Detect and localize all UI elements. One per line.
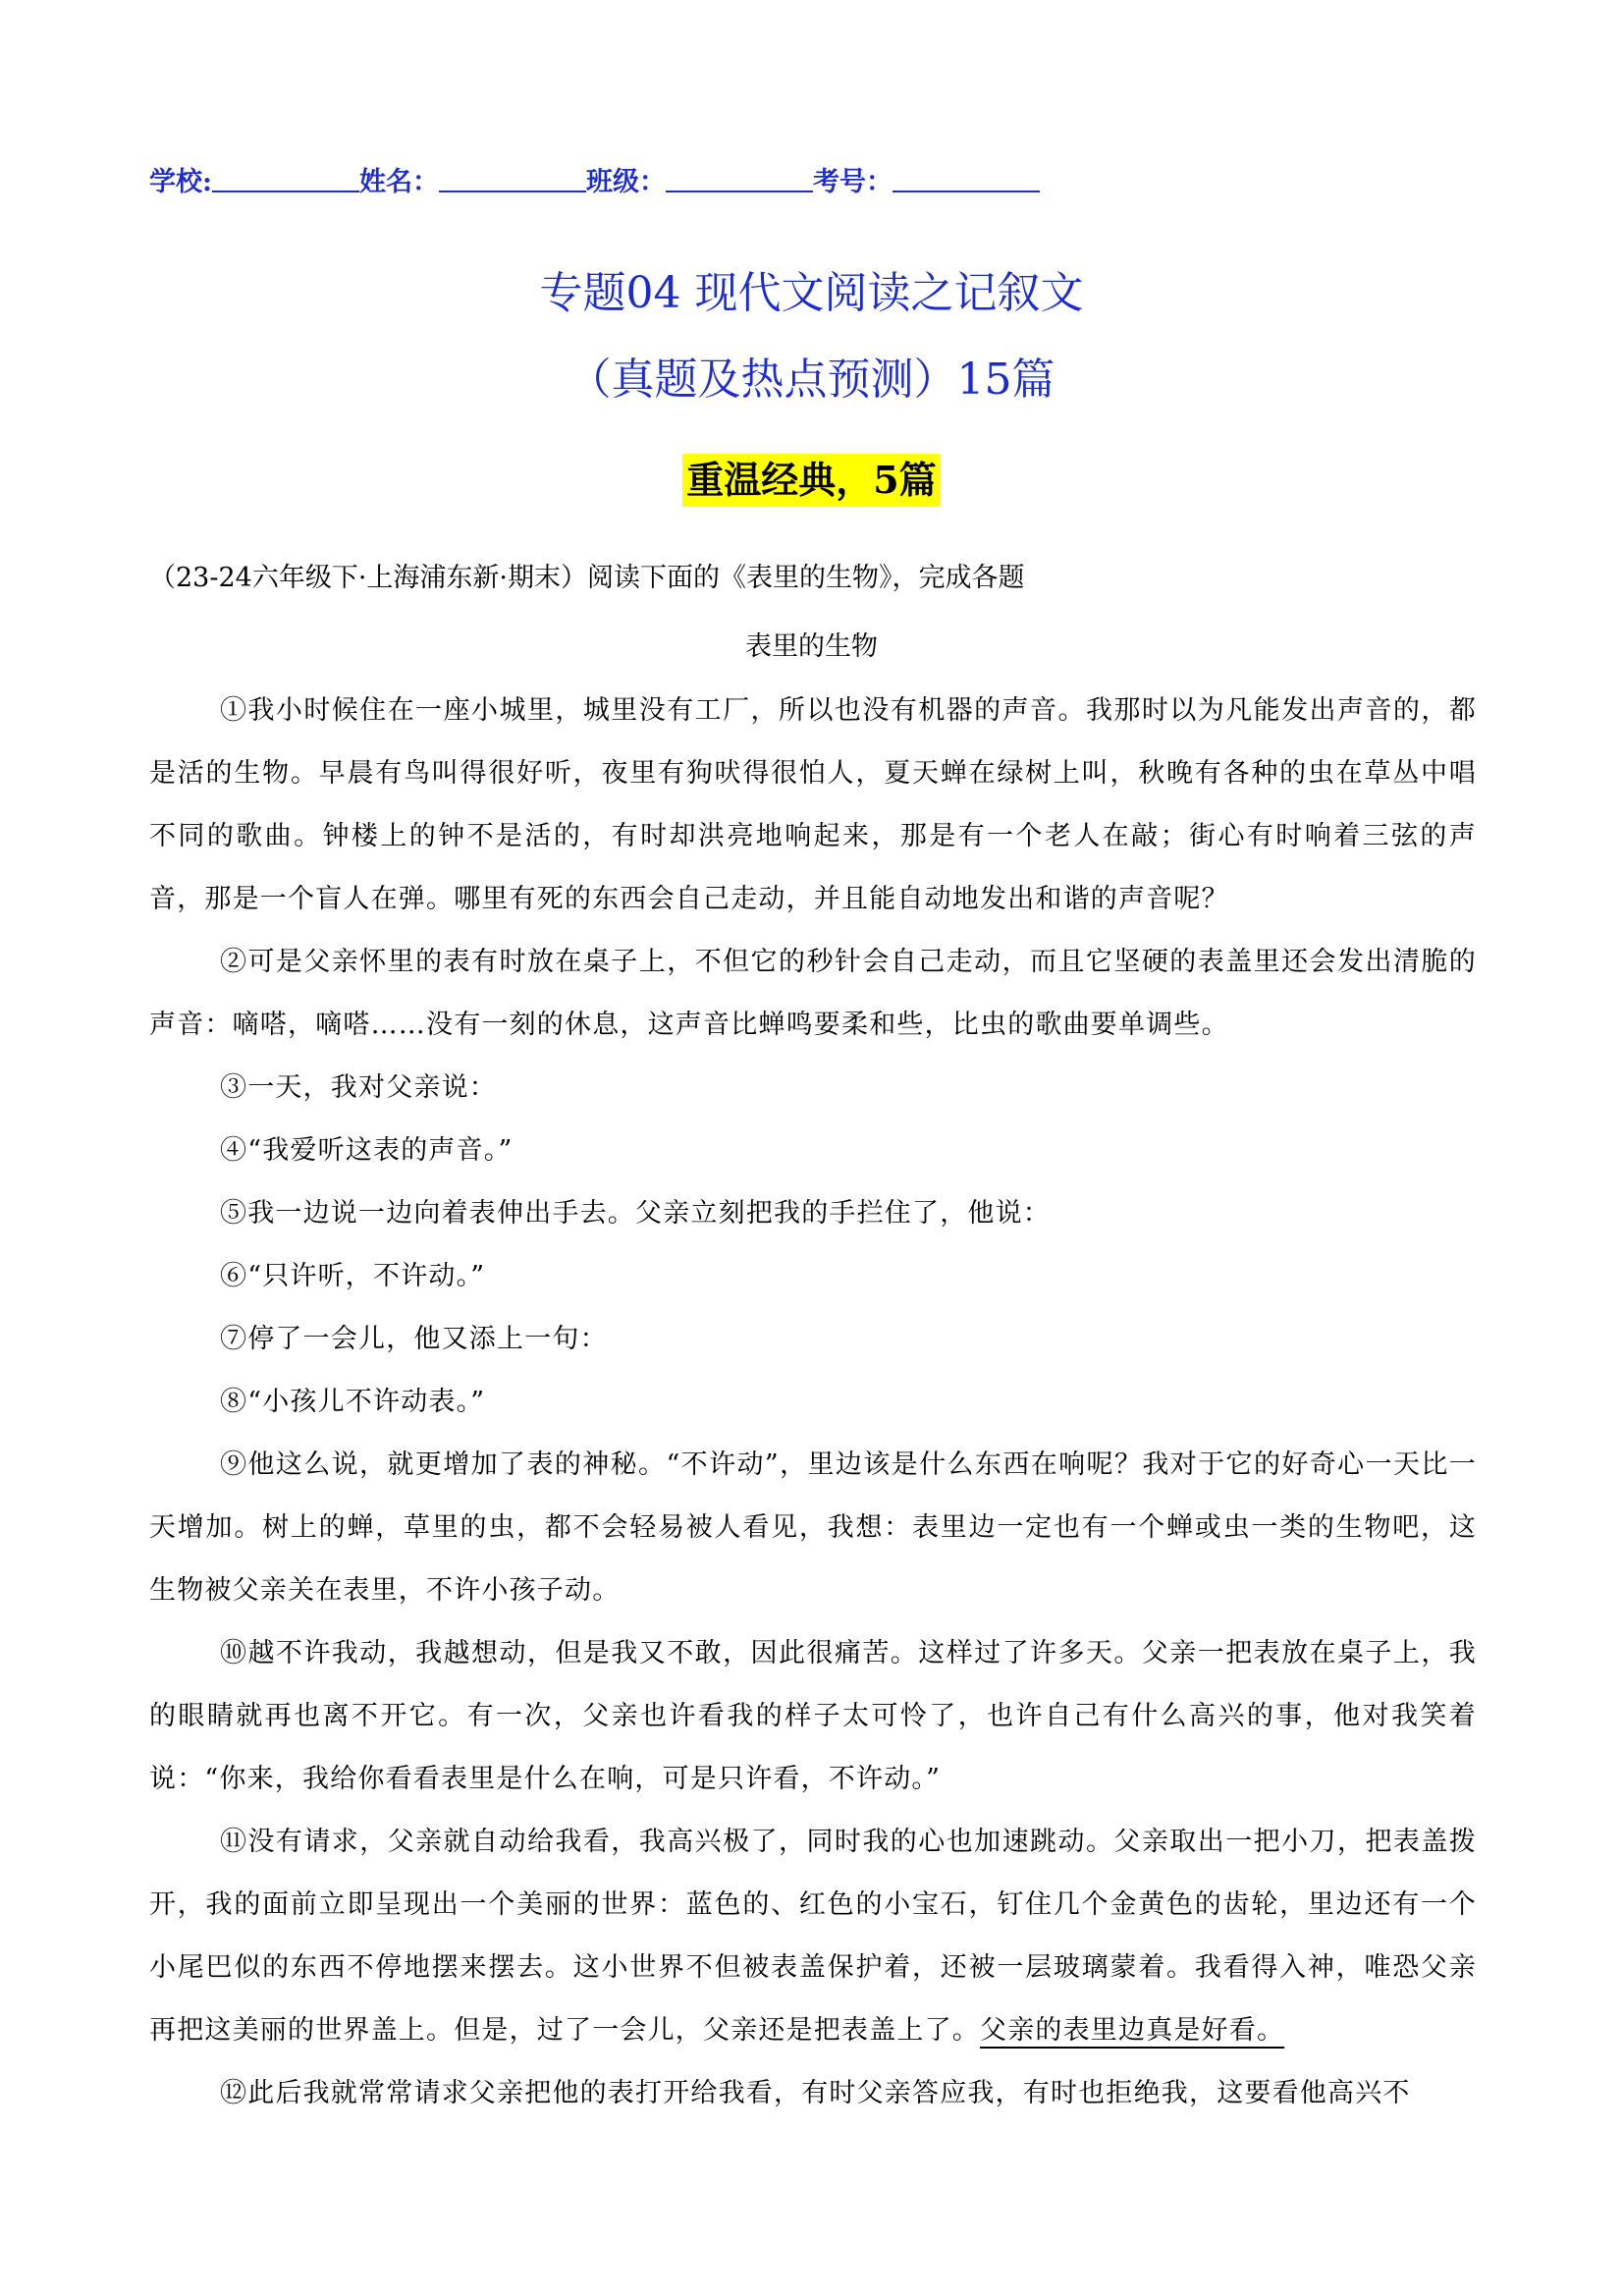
paragraph-1: ①我小时候住在一座小城里，城里没有工厂，所以也没有机器的声音。我那时以为凡能发出声音的，都是活的生物。早晨有鸟叫得很好听，夜里有狗吠得很怕人，夏天蝉在绿树上叫，秋晚有各种的虫在草丛中唱不同的歌曲。钟楼上的钟不是活的，有时却洪亮地响起来，那是有一个老人在敲；街心有时响着三弦的声音，那是一个盲人在弹。哪里有死的东西会自己走动，并且能自动地发出和谐的声音呢？ xyxy=(149,695,1477,914)
passage-body xyxy=(149,680,1477,2125)
class-label: 班级： xyxy=(585,167,666,197)
school-label: 学校: xyxy=(149,167,212,197)
document-subtitle: （真题及热点预测）15篇 xyxy=(568,355,1055,405)
paragraph-12: ⑫此后我就常常请求父亲把他的表打开给我看，有时父亲答应我，有时也拒绝我，这要看他高兴不 xyxy=(220,2078,1411,2108)
paragraph-9: ⑨他这么说，就更增加了表的神秘。“不许动”，里边该是什么东西在响呢？我对于它的好奇心一天比一天增加。树上的蝉，草里的虫，都不会轻易被人看见，我想：表里边一定也有一个蝉或虫一类的生物吧，这生物被父亲关在表里，不许小孩子动。 xyxy=(149,1449,1477,1606)
paragraph-7: ⑦停了一会儿，他又添上一句： xyxy=(220,1324,608,1354)
paragraph-4: ④“我爱听这表的声音。” xyxy=(220,1135,514,1166)
question-intro: （23-24六年级下·上海浦东新·期末）阅读下面的《表里的生物》，完成各题 xyxy=(149,563,1025,593)
exam-number-blank[interactable] xyxy=(893,190,1040,192)
exam-number-label: 考号： xyxy=(812,167,893,197)
paragraph-10: ⑩越不许我动，我越想动，但是我又不敢，因此很痛苦。这样过了许多天。父亲一把表放在桌子上，我的眼睛就再也离不开它。有一次，父亲也许看我的样子太可怜了，也许自己有什么高兴的事，他对我笑着说：“你来，我给你看看表里是什么在响，可是只许看，不许动。” xyxy=(149,1638,1477,1794)
name-field xyxy=(359,160,586,198)
class-blank[interactable] xyxy=(666,190,813,192)
school-field xyxy=(149,160,359,198)
paragraph-6: ⑥“只许听，不许动。” xyxy=(220,1261,486,1291)
exam-number-field xyxy=(813,160,1040,198)
passage-title: 表里的生物 xyxy=(745,631,878,662)
paragraph-11-text: ⑪没有请求，父亲就自动给我看，我高兴极了，同时我的心也加速跳动。父亲取出一把小刀，把表盖拨开，我的面前立即呈现出一个美丽的世界：蓝色的、红色的小宝石，钉住几个金黄色的齿轮，里边还有一个小尾巴似的东西不停地摆来摆去。这小世界不但被表盖保护着，还被一层玻璃蒙着。我看得入神，唯恐父亲再把这美丽的世界盖上。但是，过了一会儿，父亲还是把表盖上了。 xyxy=(149,1827,1477,2046)
paragraph-11 xyxy=(149,1811,1477,2062)
section-heading: 重温经典，5篇 xyxy=(682,454,940,507)
paragraph-5: ⑤我一边说一边向着表伸出手去。父亲立刻把我的手拦住了，他说： xyxy=(220,1198,1051,1229)
paragraph-2: ②可是父亲怀里的表有时放在桌子上，不但它的秒针会自己走动，而且它坚硬的表盖里还会发出清脆的声音：嘀嗒，嘀嗒……没有一刻的休息，这声音比蝉鸣要柔和些，比虫的歌曲要单调些。 xyxy=(149,947,1477,1040)
class-field xyxy=(586,160,813,198)
school-blank[interactable] xyxy=(212,190,359,192)
paragraph-8: ⑧“小孩儿不许动表。” xyxy=(220,1387,486,1417)
name-blank[interactable] xyxy=(439,190,586,192)
document-title: 专题04 现代文阅读之记叙文 xyxy=(539,268,1084,318)
name-label: 姓名： xyxy=(358,167,439,197)
section-heading-wrap xyxy=(0,454,1623,507)
underlined-sentence: 父亲的表里边真是好看。 xyxy=(980,2015,1285,2046)
student-info-line xyxy=(149,159,1040,198)
paragraph-3: ③一天，我对父亲说： xyxy=(220,1072,497,1103)
